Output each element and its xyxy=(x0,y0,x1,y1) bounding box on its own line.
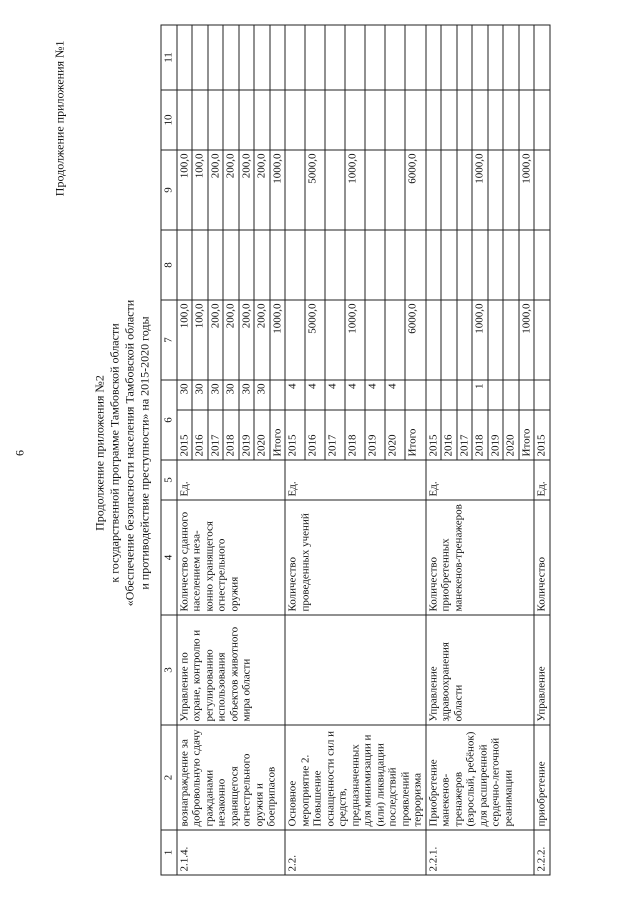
federal-funding xyxy=(487,230,503,300)
indicator-value: 30 xyxy=(223,380,239,410)
other-funding xyxy=(456,25,472,90)
year-cell: Итого xyxy=(518,410,534,460)
item-number: 2.1.4. xyxy=(176,830,285,875)
document-header xyxy=(92,0,152,905)
column-number: 10 xyxy=(161,90,177,150)
year-cell: 2020 xyxy=(385,410,405,460)
regional-funding xyxy=(441,150,457,230)
regional-funding: 200,0 xyxy=(207,150,223,230)
item-indicator: Количество проведенных учений xyxy=(285,500,426,615)
column-number: 7 xyxy=(161,300,177,380)
item-executor: Управление xyxy=(534,615,550,725)
total-funding: 6000,0 xyxy=(405,300,425,380)
total-funding: 200,0 xyxy=(223,300,239,380)
indicator-value: 4 xyxy=(325,380,345,410)
indicator-value xyxy=(518,380,534,410)
other-funding xyxy=(487,25,503,90)
total-funding xyxy=(285,300,305,380)
regional-funding: 5000,0 xyxy=(305,150,325,230)
federal-funding xyxy=(503,230,519,300)
item-indicator: Количество xyxy=(534,500,550,615)
table-row xyxy=(176,25,192,875)
other-funding xyxy=(254,25,270,90)
other-funding xyxy=(518,25,534,90)
indicator-value: 4 xyxy=(305,380,325,410)
federal-funding xyxy=(365,230,385,300)
regional-funding: 100,0 xyxy=(176,150,192,230)
column-number: 6 xyxy=(161,380,177,460)
total-funding: 200,0 xyxy=(254,300,270,380)
local-funding xyxy=(269,90,285,150)
item-name: Приобретение манекенов-тренажеров (взрослый, ребёнок) для расширенной сердечно-легочной реанимации xyxy=(425,725,534,830)
regional-funding: 6000,0 xyxy=(405,150,425,230)
column-number: 8 xyxy=(161,230,177,300)
local-funding xyxy=(238,90,254,150)
item-executor xyxy=(285,615,426,725)
table-row xyxy=(425,25,441,875)
other-funding xyxy=(385,25,405,90)
continuation-note: Продолжение приложения №1 xyxy=(52,40,66,196)
header-line: и противодействие преступности» на 2015-2020 годы xyxy=(137,315,151,590)
year-cell: 2019 xyxy=(365,410,385,460)
indicator-value: 1 xyxy=(472,380,488,410)
other-funding xyxy=(269,25,285,90)
column-number: 9 xyxy=(161,150,177,230)
other-funding xyxy=(305,25,325,90)
local-funding xyxy=(441,90,457,150)
regional-funding xyxy=(456,150,472,230)
federal-funding xyxy=(223,230,239,300)
federal-funding xyxy=(325,230,345,300)
federal-funding xyxy=(285,230,305,300)
federal-funding xyxy=(425,230,441,300)
local-funding xyxy=(365,90,385,150)
item-number: 2.2.2. xyxy=(534,830,550,875)
item-executor: Управление здравоохранения области xyxy=(425,615,534,725)
year-cell: 2015 xyxy=(534,410,550,460)
indicator-value: 30 xyxy=(176,380,192,410)
total-funding: 100,0 xyxy=(192,300,208,380)
total-funding: 200,0 xyxy=(207,300,223,380)
regional-funding xyxy=(425,150,441,230)
regional-funding: 1000,0 xyxy=(269,150,285,230)
federal-funding xyxy=(238,230,254,300)
federal-funding xyxy=(441,230,457,300)
regional-funding: 1000,0 xyxy=(472,150,488,230)
total-funding: 1000,0 xyxy=(472,300,488,380)
total-funding xyxy=(325,300,345,380)
other-funding xyxy=(238,25,254,90)
table-row xyxy=(534,25,550,875)
federal-funding xyxy=(472,230,488,300)
local-funding xyxy=(305,90,325,150)
local-funding xyxy=(518,90,534,150)
item-name: Основное мероприятие 2. Повышение оснащенности сил и средств, предназначенных для минимизации и (или) ликвидации последствий проявлений терроризма xyxy=(285,725,426,830)
regional-funding xyxy=(385,150,405,230)
total-funding xyxy=(456,300,472,380)
indicator-value xyxy=(441,380,457,410)
total-funding: 200,0 xyxy=(238,300,254,380)
year-cell: 2020 xyxy=(503,410,519,460)
local-funding xyxy=(254,90,270,150)
item-executor: Управление по охране, контролю и регулированию использования объектов животного мира области xyxy=(176,615,285,725)
year-cell: 2018 xyxy=(345,410,365,460)
indicator-value xyxy=(456,380,472,410)
page-number: 6 xyxy=(12,449,26,456)
local-funding xyxy=(285,90,305,150)
other-funding xyxy=(405,25,425,90)
total-funding xyxy=(425,300,441,380)
other-funding xyxy=(176,25,192,90)
other-funding xyxy=(325,25,345,90)
total-funding xyxy=(385,300,405,380)
total-funding: 1000,0 xyxy=(345,300,365,380)
column-number-row xyxy=(161,25,177,875)
header-line: «Обеспечение безопасности населения Тамбовской области xyxy=(122,299,136,606)
total-funding xyxy=(365,300,385,380)
indicator-value: 4 xyxy=(365,380,385,410)
column-number: 2 xyxy=(161,725,177,830)
regional-funding xyxy=(534,150,550,230)
year-cell: 2016 xyxy=(305,410,325,460)
year-cell: 2018 xyxy=(223,410,239,460)
item-number: 2.2. xyxy=(285,830,426,875)
year-cell: 2017 xyxy=(456,410,472,460)
indicator-value xyxy=(405,380,425,410)
regional-funding: 200,0 xyxy=(254,150,270,230)
regional-funding xyxy=(365,150,385,230)
year-cell: 2017 xyxy=(325,410,345,460)
item-unit: Ед. xyxy=(176,460,285,500)
federal-funding xyxy=(456,230,472,300)
other-funding xyxy=(207,25,223,90)
year-cell: 2015 xyxy=(176,410,192,460)
local-funding xyxy=(325,90,345,150)
column-number: 3 xyxy=(161,615,177,725)
regional-funding: 200,0 xyxy=(223,150,239,230)
column-number: 5 xyxy=(161,460,177,500)
total-funding: 100,0 xyxy=(176,300,192,380)
indicator-value: 4 xyxy=(385,380,405,410)
item-name: вознаграждение за добровольную сдачу гражданами незаконно хранящегося огнестрельного оружия и боеприпасов xyxy=(176,725,285,830)
federal-funding xyxy=(405,230,425,300)
year-cell: 2020 xyxy=(254,410,270,460)
year-cell: 2016 xyxy=(441,410,457,460)
indicator-value: 30 xyxy=(238,380,254,410)
other-funding xyxy=(223,25,239,90)
federal-funding xyxy=(254,230,270,300)
item-indicator: Количество сданного населением неза-конно хранящегося огнестрельного оружия xyxy=(176,500,285,615)
federal-funding xyxy=(192,230,208,300)
indicator-value: 30 xyxy=(207,380,223,410)
year-cell: 2018 xyxy=(472,410,488,460)
total-funding xyxy=(441,300,457,380)
local-funding xyxy=(487,90,503,150)
other-funding xyxy=(365,25,385,90)
regional-funding: 200,0 xyxy=(238,150,254,230)
item-unit: Ед. xyxy=(285,460,426,500)
item-indicator: Количество приобретенных манекенов-тренажеров xyxy=(425,500,534,615)
total-funding xyxy=(487,300,503,380)
column-number: 4 xyxy=(161,500,177,615)
local-funding xyxy=(385,90,405,150)
total-funding xyxy=(503,300,519,380)
year-cell: 2019 xyxy=(238,410,254,460)
year-cell: Итого xyxy=(405,410,425,460)
column-number: 11 xyxy=(161,25,177,90)
year-cell: 2019 xyxy=(487,410,503,460)
item-name: приобретение xyxy=(534,725,550,830)
indicator-value: 30 xyxy=(254,380,270,410)
local-funding xyxy=(472,90,488,150)
year-cell: 2015 xyxy=(425,410,441,460)
federal-funding xyxy=(385,230,405,300)
header-line: Продолжение приложения №2 xyxy=(92,374,106,531)
total-funding: 5000,0 xyxy=(305,300,325,380)
other-funding xyxy=(425,25,441,90)
local-funding xyxy=(207,90,223,150)
local-funding xyxy=(192,90,208,150)
total-funding: 1000,0 xyxy=(518,300,534,380)
federal-funding xyxy=(345,230,365,300)
federal-funding xyxy=(269,230,285,300)
regional-funding xyxy=(503,150,519,230)
regional-funding xyxy=(285,150,305,230)
local-funding xyxy=(503,90,519,150)
total-funding: 1000,0 xyxy=(269,300,285,380)
other-funding xyxy=(472,25,488,90)
indicator-value: 4 xyxy=(345,380,365,410)
header-line: к государственной программе Тамбовской области xyxy=(107,322,121,583)
local-funding xyxy=(223,90,239,150)
item-unit: Ед. xyxy=(425,460,534,500)
local-funding xyxy=(345,90,365,150)
other-funding xyxy=(285,25,305,90)
other-funding xyxy=(345,25,365,90)
regional-funding: 100,0 xyxy=(192,150,208,230)
regional-funding: 1000,0 xyxy=(345,150,365,230)
federal-funding xyxy=(176,230,192,300)
item-number: 2.2.1. xyxy=(425,830,534,875)
year-cell: 2017 xyxy=(207,410,223,460)
federal-funding xyxy=(305,230,325,300)
other-funding xyxy=(192,25,208,90)
indicator-value xyxy=(534,380,550,410)
regional-funding: 1000,0 xyxy=(518,150,534,230)
year-cell: Итого xyxy=(269,410,285,460)
year-cell: 2016 xyxy=(192,410,208,460)
indicator-value xyxy=(503,380,519,410)
federal-funding xyxy=(207,230,223,300)
other-funding xyxy=(534,25,550,90)
item-unit: Ед. xyxy=(534,460,550,500)
other-funding xyxy=(503,25,519,90)
federal-funding xyxy=(534,230,550,300)
regional-funding xyxy=(487,150,503,230)
local-funding xyxy=(456,90,472,150)
table-body xyxy=(176,25,549,875)
indicator-value xyxy=(487,380,503,410)
indicator-value: 30 xyxy=(192,380,208,410)
year-cell: 2015 xyxy=(285,410,305,460)
program-table xyxy=(160,24,550,875)
other-funding xyxy=(441,25,457,90)
local-funding xyxy=(405,90,425,150)
table-row xyxy=(285,25,305,875)
indicator-value xyxy=(269,380,285,410)
local-funding xyxy=(425,90,441,150)
local-funding xyxy=(176,90,192,150)
local-funding xyxy=(534,90,550,150)
column-number: 1 xyxy=(161,830,177,875)
federal-funding xyxy=(518,230,534,300)
regional-funding xyxy=(325,150,345,230)
indicator-value: 4 xyxy=(285,380,305,410)
total-funding xyxy=(534,300,550,380)
indicator-value xyxy=(425,380,441,410)
